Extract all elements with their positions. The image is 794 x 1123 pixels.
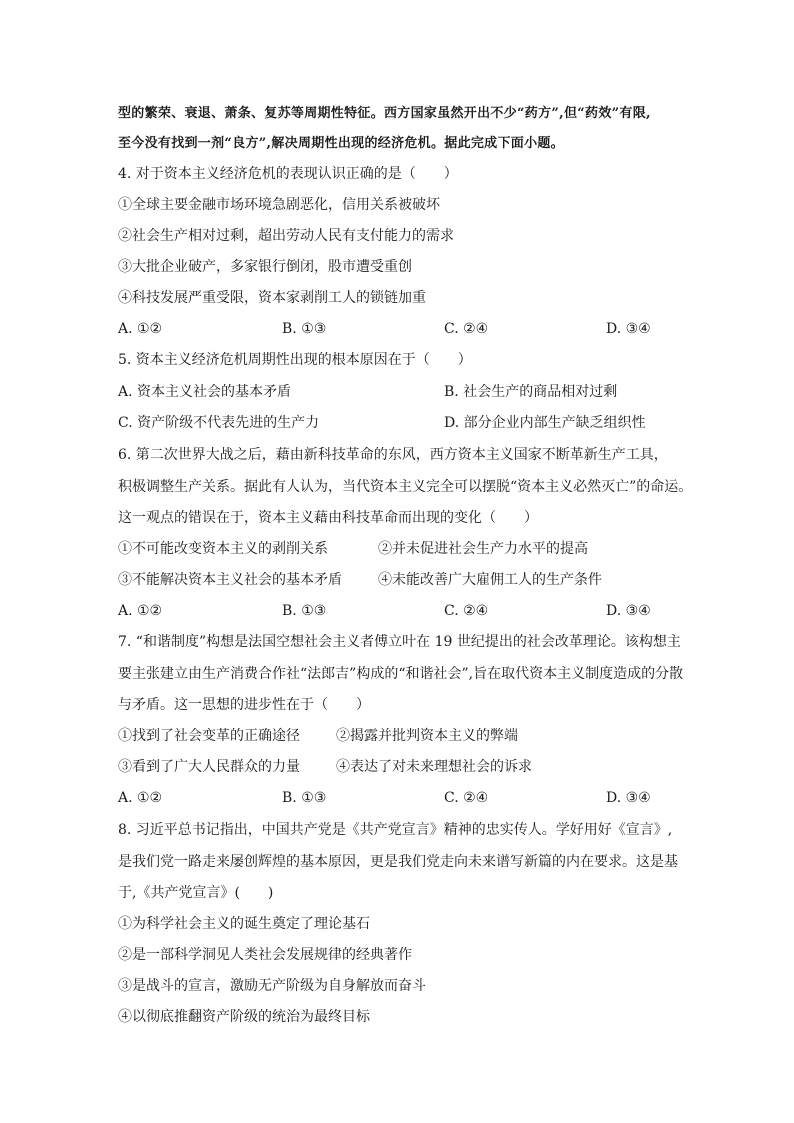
intro-line-2: 至今没有找到一剂“良方”,解决周期性出现的经济危机。据此完成下面小题。 (118, 136, 564, 151)
q8-item-3: ③是战斗的宣言，激励无产阶级为自身解放而奋斗 (118, 978, 426, 994)
q6-item-4: ④未能改善广大雇佣工人的生产条件 (378, 572, 602, 588)
q7-choice-a[interactable]: A. ①② (118, 790, 163, 806)
q7-item-4: ④表达了对未来理想社会的诉求 (336, 759, 532, 775)
q4-item-3: ③大批企业破产，多家银行倒闭，股市遭受重创 (118, 259, 412, 275)
q4-choice-b[interactable]: B. ①③ (282, 321, 327, 337)
q7-stem-line-1: 7. “和谐制度”构想是法国空想社会主义者傅立叶在 19 世纪提出的社会改革理论。该构想主 (118, 634, 681, 650)
q5-choice-c[interactable]: C. 资产阶级不代表先进的生产力 (118, 415, 320, 431)
q4-item-1: ①全球主要金融市场环境急剧恶化，信用关系被破坏 (118, 197, 440, 213)
q8-item-4: ④以彻底推翻资产阶级的统治为最终目标 (118, 1009, 370, 1025)
q4-item-4: ④科技发展严重受限，资本家剥削工人的锁链加重 (118, 290, 426, 306)
q6-stem-line-2: 积极调整生产关系。据此有人认为，当代资本主义完全可以摆脱“资本主义必然灭亡”的命运。 (118, 479, 693, 495)
q5-choice-d[interactable]: D. 部分企业内部生产缺乏组织性 (444, 415, 646, 431)
q6-item-2: ②并未促进社会生产力水平的提高 (378, 541, 588, 557)
q7-stem-line-3: 与矛盾。这一思想的进步性在于（ ） (118, 697, 370, 713)
q8-stem-line-3: 于,《共产党宣言》( ) (118, 885, 274, 901)
q4-item-2: ②社会生产相对过剩，超出劳动人民有支付能力的需求 (118, 228, 454, 244)
q8-item-2: ②是一部科学洞见人类社会发展规律的经典著作 (118, 947, 412, 963)
q6-choice-b[interactable]: B. ①③ (282, 603, 327, 619)
q7-item-1: ①找到了社会变革的正确途径 (118, 728, 300, 744)
q6-item-3: ③不能解决资本主义社会的基本矛盾 (118, 572, 342, 588)
q7-item-2: ②揭露并批判资本主义的弊端 (336, 728, 518, 744)
q8-stem-line-2: 是我们党一路走来屡创辉煌的基本原因，更是我们党走向未来谱写新篇的内在要求。这是基 (118, 854, 678, 870)
q6-choice-d[interactable]: D. ③④ (606, 603, 651, 619)
q6-stem-line-1: 6. 第二次世界大战之后，藉由新科技革命的东风，西方资本主义国家不断革新生产工具， (118, 447, 668, 463)
q4-stem: 4. 对于资本主义经济危机的表现认识正确的是（ ） (118, 166, 458, 182)
q5-choice-b[interactable]: B. 社会生产的商品相对过剩 (444, 384, 618, 400)
q5-choice-a[interactable]: A. 资本主义社会的基本矛盾 (118, 384, 292, 400)
q7-choice-c[interactable]: C. ②④ (444, 790, 489, 806)
intro-line-1: 型的繁荣、衰退、萧条、复苏等周期性特征。西方国家虽然开出不少“药方”,但“药效”有限, (118, 106, 651, 121)
q6-choice-a[interactable]: A. ①② (118, 603, 163, 619)
q7-stem-line-2: 要主张建立由生产消费合作社“法郎吉”构成的“和谐社会”,旨在取代资本主义制度造成的分散 (118, 666, 684, 682)
q8-item-1: ①为科学社会主义的诞生奠定了理论基石 (118, 916, 370, 932)
q8-stem-line-1: 8. 习近平总书记指出，中国共产党是《共产党宣言》精神的忠实传人。学好用好《宣言》, (118, 822, 673, 838)
q4-choice-a[interactable]: A. ①② (118, 321, 163, 337)
q6-stem-line-3: 这一观点的错误在于，资本主义藉由科技革命而出现的变化（ ） (118, 510, 538, 526)
q7-choice-b[interactable]: B. ①③ (282, 790, 327, 806)
q7-choice-d[interactable]: D. ③④ (606, 790, 651, 806)
q6-item-1: ①不可能改变资本主义的剥削关系 (118, 541, 328, 557)
q4-choice-c[interactable]: C. ②④ (444, 321, 489, 337)
q6-choice-c[interactable]: C. ②④ (444, 603, 489, 619)
q5-stem: 5. 资本主义经济危机周期性出现的根本原因在于（ ） (118, 352, 472, 368)
q4-choice-d[interactable]: D. ③④ (606, 321, 651, 337)
q7-item-3: ③看到了广大人民群众的力量 (118, 759, 300, 775)
